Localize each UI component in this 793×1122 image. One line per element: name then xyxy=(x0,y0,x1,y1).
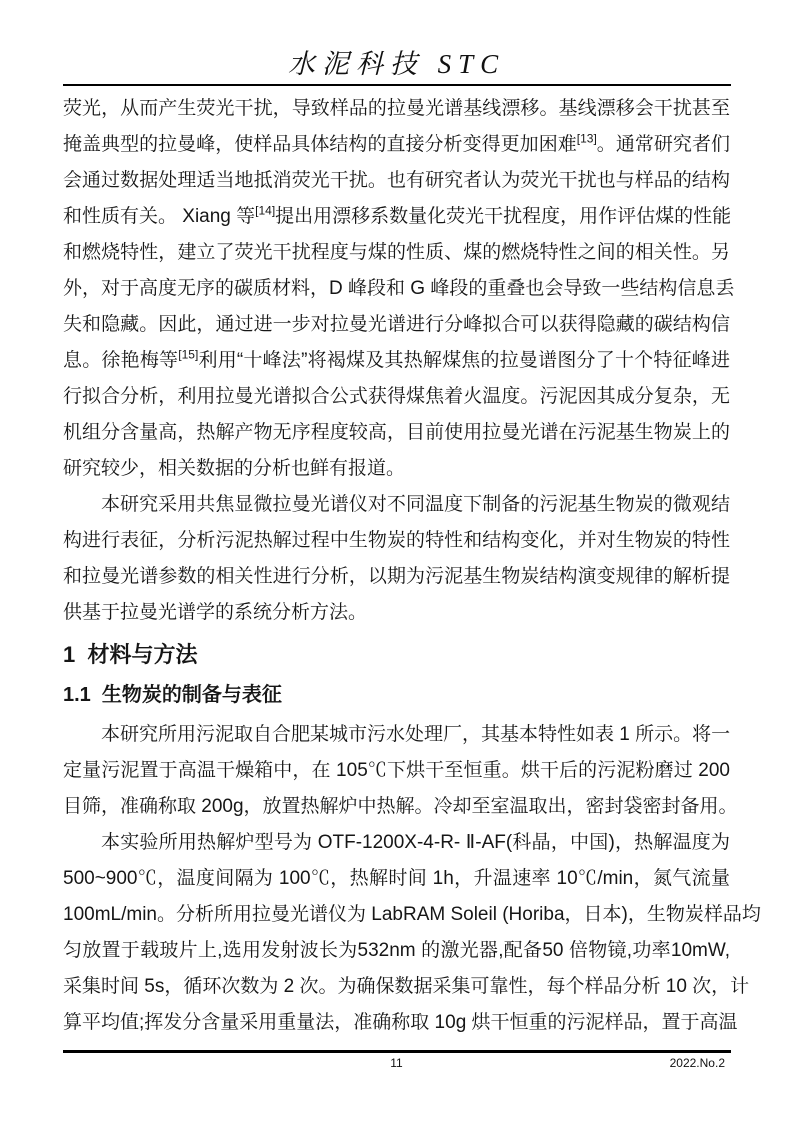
page-footer xyxy=(63,1056,730,1074)
text-line: 研究较少，相关数据的分析也鲜有报道。 xyxy=(63,458,406,479)
issue-label: 2022.No.2 xyxy=(669,1056,725,1070)
text-line: 采集时间 5s，循环次数为 2 次。为确保数据采集可靠性，每个样品分析 10 次，计 xyxy=(63,976,750,997)
text-line: 本研究采用共焦显微拉曼光谱仪对不同温度下制备的污泥基生物炭的微观结 xyxy=(101,494,730,515)
journal-title: 水泥科技 STC xyxy=(287,49,506,79)
text-line: 会通过数据处理适当地抵消荧光干扰。也有研究者认为荧光干扰也与样品的结构 xyxy=(63,170,730,191)
header-rule xyxy=(63,84,731,86)
text-line: 算平均值;挥发分含量采用重量法，准确称取 10g 烘干恒重的污泥样品，置于高温 xyxy=(63,1012,738,1033)
text-line: 100mL/min。分析所用拉曼光谱仪为 LabRAM Soleil (Horiba，日本)，生物炭样品均 xyxy=(63,904,761,925)
paragraph xyxy=(63,825,761,1041)
citation-ref: [14] xyxy=(255,203,276,218)
paragraph xyxy=(63,717,738,825)
paragraph xyxy=(63,91,735,487)
text-line: 构进行表征，分析污泥热解过程中生物炭的特性和结构变化，并对生物炭的特性 xyxy=(63,530,730,551)
text-line: 失和隐藏。因此，通过进一步对拉曼光谱进行分峰拟合可以获得隐藏的碳结构信 xyxy=(63,314,730,335)
text-line: 定量污泥置于高温干燥箱中，在 105℃下烘干至恒重。烘干后的污泥粉磨过 200 xyxy=(63,760,730,781)
citation-ref: [15] xyxy=(178,347,199,362)
citation-ref: [13] xyxy=(576,131,597,146)
text-line: 和拉曼光谱参数的相关性进行分析，以期为污泥基生物炭结构演变规律的解析提 xyxy=(63,566,730,587)
text-line: 和燃烧特性，建立了荧光干扰程度与煤的性质、煤的燃烧特性之间的相关性。另 xyxy=(63,242,730,263)
text-line: 息。徐艳梅等[15]利用“十峰法”将褐煤及其热解煤焦的拉曼谱图分了十个特征峰进 xyxy=(63,347,730,371)
text-line: 供基于拉曼光谱学的系统分析方法。 xyxy=(63,602,368,623)
text-line: 目筛，准确称取 200g，放置热解炉中热解。冷却至室温取出，密封袋密封备用。 xyxy=(63,796,738,817)
text-line: 500~900℃，温度间隔为 100℃，热解时间 1h，升温速率 10℃/min，氮气流量 xyxy=(63,868,730,889)
text-line: 本实验所用热解炉型号为 OTF-1200X-4-R- Ⅱ-AF(科晶，中国)，热解温度为 xyxy=(101,832,730,853)
paragraph xyxy=(63,487,730,631)
text-line: 匀放置于载玻片上,选用发射波长为532nm 的激光器,配备50 倍物镜,功率10mW, xyxy=(63,940,730,961)
page-number: 11 xyxy=(390,1056,403,1070)
text-line: 和性质有关。 Xiang 等[14]提出用漂移系数量化荧光干扰程度，用作评估煤的性能 xyxy=(63,203,732,227)
text-line: 机组分含量高，热解产物无序程度较高，目前使用拉曼光谱在污泥基生物炭上的 xyxy=(63,422,730,443)
text-line: 外，对于高度无序的碳质材料，D 峰段和 G 峰段的重叠也会导致一些结构信息丢 xyxy=(63,278,735,299)
footer-rule xyxy=(63,1050,731,1053)
article-body xyxy=(63,91,761,1041)
text-line: 行拟合分析，利用拉曼光谱拟合公式获得煤焦着火温度。污泥因其成分复杂，无 xyxy=(63,386,730,407)
text-line: 荧光，从而产生荧光干扰，导致样品的拉曼光谱基线漂移。基线漂移会干扰甚至 xyxy=(63,98,730,119)
subsection-heading: 1.1 生物炭的制备与表征 xyxy=(63,684,282,706)
text-line: 本研究所用污泥取自合肥某城市污水处理厂，其基本特性如表 1 所示。将一 xyxy=(101,724,731,745)
page-header xyxy=(63,42,730,81)
section-heading: 1 材料与方法 xyxy=(63,642,198,667)
text-line: 掩盖典型的拉曼峰，使样品具体结构的直接分析变得更加困难[13]。通常研究者们 xyxy=(63,131,730,155)
